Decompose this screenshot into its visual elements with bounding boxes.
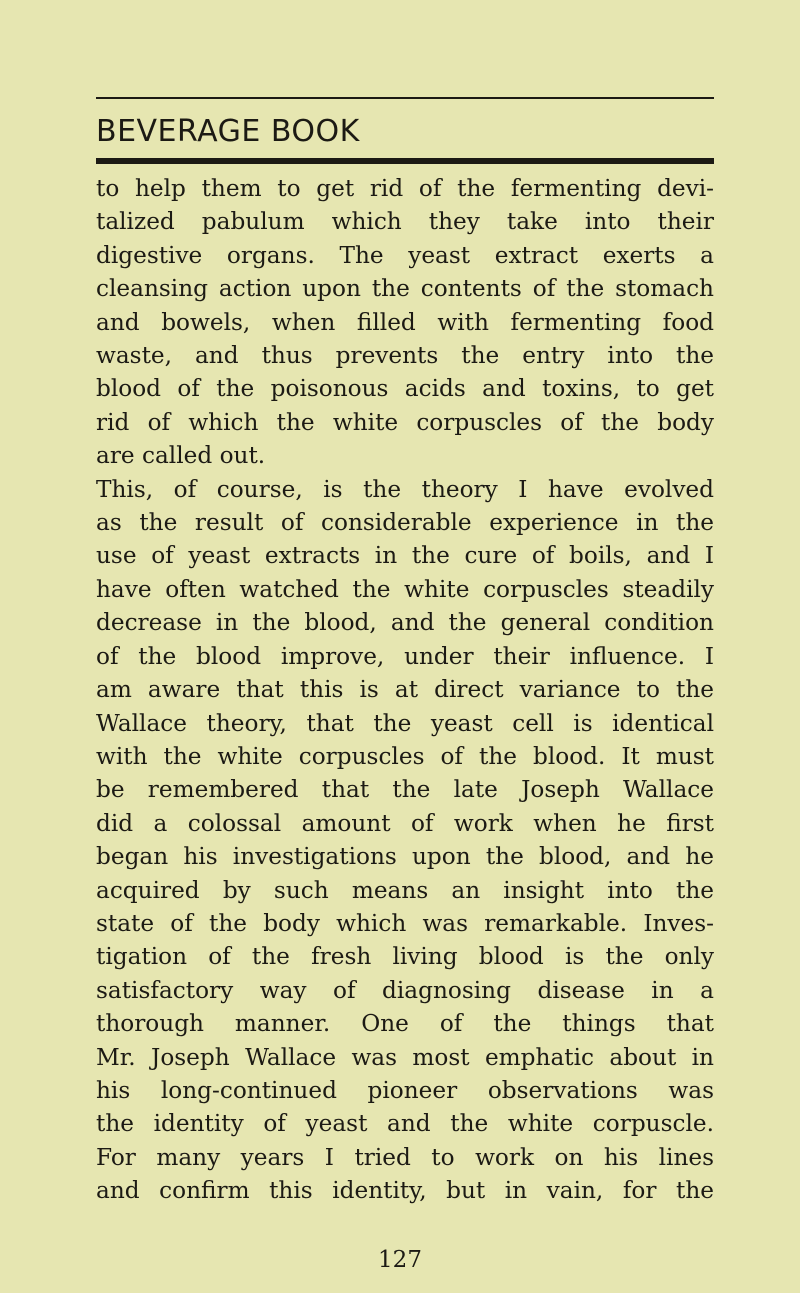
- text-line: with the white corpuscles of the blood. It must: [96, 742, 714, 770]
- text-line: blood of the poisonous acids and toxins, to get: [96, 375, 714, 403]
- text-line: decrease in the blood, and the general condition: [96, 609, 714, 637]
- text-line: am aware that this is at direct variance to the: [96, 676, 714, 704]
- text-line: thorough manner. One of the things that: [96, 1010, 714, 1038]
- page-number: 127: [378, 1247, 422, 1273]
- text-line: digestive organs. The yeast extract exerts a: [96, 241, 714, 269]
- text-line: as the result of considerable experience in the: [96, 509, 714, 537]
- header-rule-bottom: [96, 158, 714, 164]
- header-rule-top: [96, 97, 714, 99]
- text-line: acquired by such means an insight into the: [96, 876, 714, 904]
- text-line: satisfactory way of diagnosing disease in a: [96, 976, 714, 1004]
- text-line: of the blood improve, under their influence. I: [96, 642, 714, 670]
- text-line: to help them to get rid of the fermenting devi-: [96, 175, 714, 202]
- text-line: Wallace theory, that the yeast cell is identical: [96, 709, 714, 737]
- text-line: state of the body which was remarkable. Inves-: [96, 909, 714, 937]
- text-line: did a colossal amount of work when he first: [96, 809, 714, 837]
- text-line: have often watched the white corpuscles steadily: [96, 575, 714, 603]
- text-line: tigation of the fresh living blood is the only: [96, 943, 714, 971]
- text-line: and confirm this identity, but in vain, for the: [96, 1177, 714, 1205]
- text-line: Mr. Joseph Wallace was most emphatic about in: [96, 1043, 714, 1071]
- running-title: BEVERAGE BOOK: [96, 114, 360, 149]
- text-line: and bowels, when filled with fermenting food: [96, 308, 714, 336]
- text-line: waste, and thus prevents the entry into the: [96, 342, 714, 370]
- text-line: For many years I tried to work on his lines: [96, 1143, 714, 1171]
- body-text: [96, 172, 714, 1208]
- text-line: began his investigations upon the blood, and he: [96, 843, 714, 871]
- text-line: cleansing action upon the contents of the stomach: [96, 275, 714, 303]
- text-line: use of yeast extracts in the cure of boils, and I: [96, 542, 714, 570]
- text-line: his long-continued pioneer observations was: [96, 1076, 714, 1104]
- text-line: rid of which the white corpuscles of the body: [96, 408, 714, 436]
- text-line: the identity of yeast and the white corpuscle.: [96, 1110, 714, 1138]
- text-line: are called out.: [96, 442, 266, 470]
- text-line: This, of course, is the theory I have evolved: [96, 475, 714, 503]
- text-line: talized pabulum which they take into their: [96, 208, 714, 236]
- text-line: be remembered that the late Joseph Wallace: [96, 776, 714, 804]
